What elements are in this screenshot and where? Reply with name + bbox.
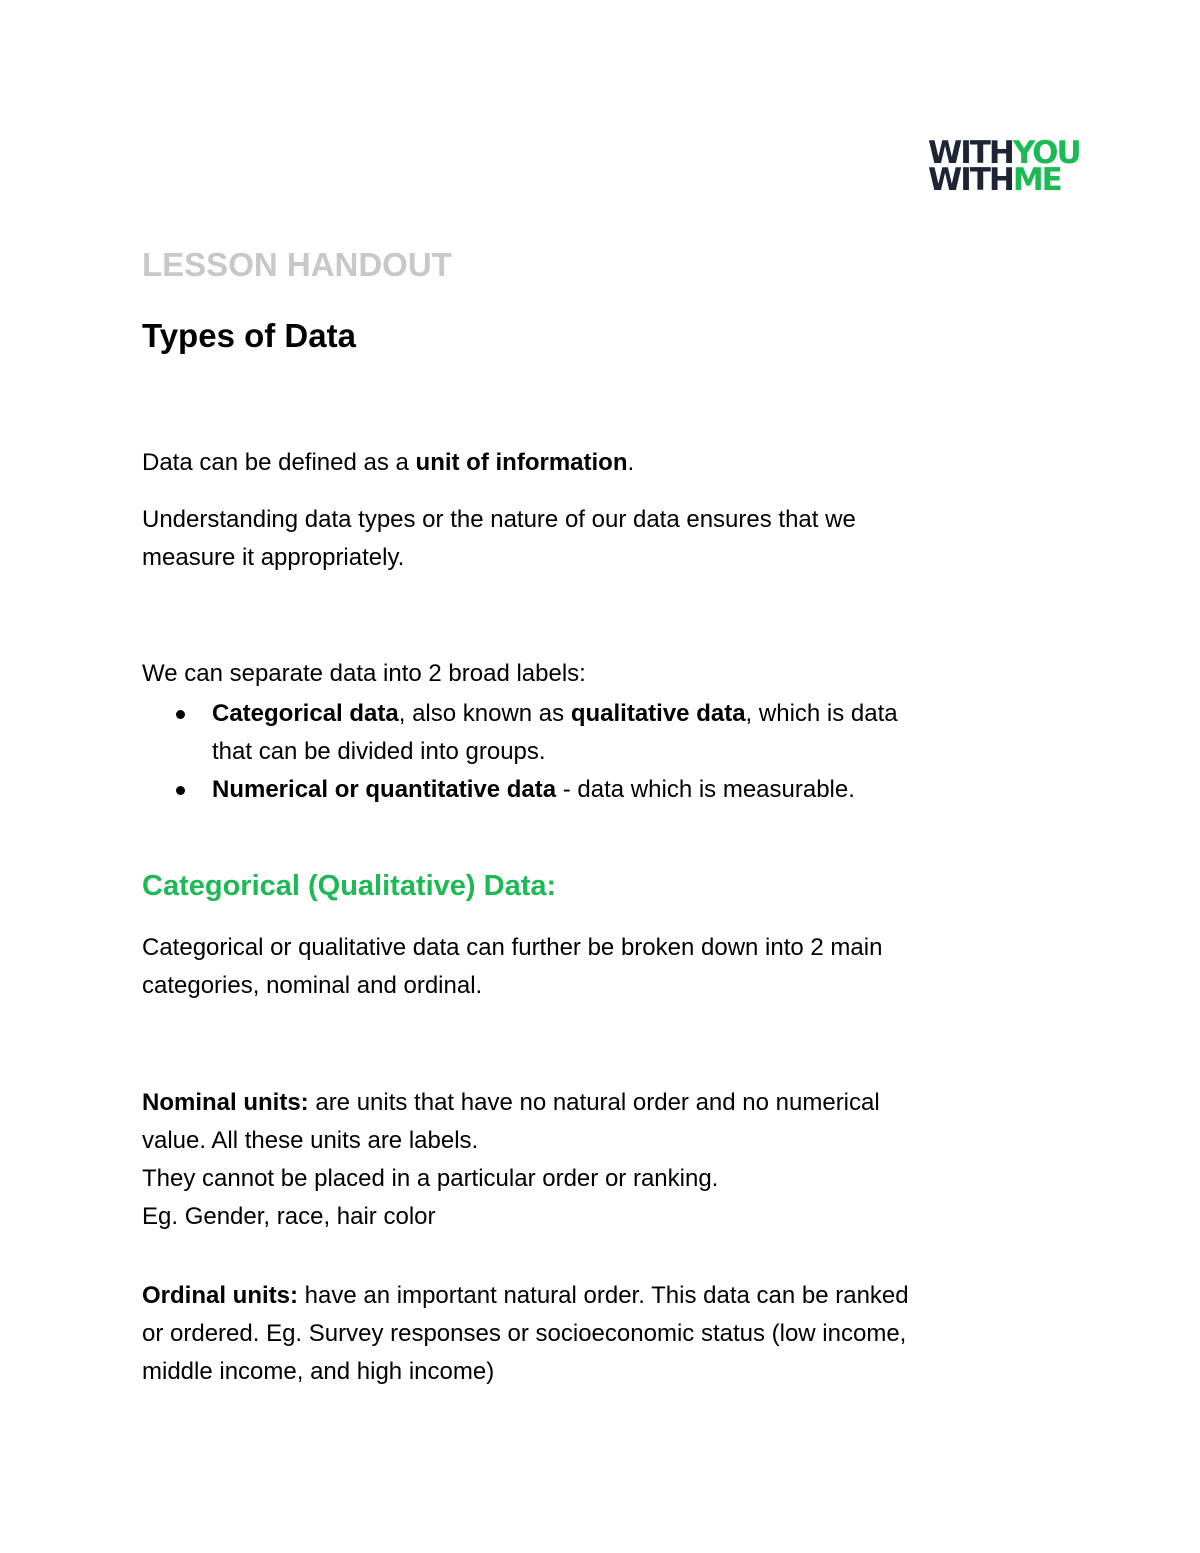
list-item-text: , also known as: [398, 700, 571, 727]
list-item-line-2: that can be divided into groups.: [212, 738, 546, 765]
list-item-text: - data which is measurable.: [556, 776, 855, 803]
bullet-icon: [176, 710, 185, 719]
numerical-data-term: Numerical or quantitative data: [212, 776, 557, 803]
withyouwithme-logo: [928, 135, 1080, 198]
qualitative-data-term: qualitative data: [570, 700, 746, 727]
nominal-units-label: Nominal units:: [142, 1089, 309, 1116]
categorical-body-line-1: Categorical or qualitative data can further be broken down into 2 main: [142, 934, 883, 961]
logo-me: ME: [1012, 162, 1061, 198]
ordinal-units-paragraph: [142, 1277, 1072, 1391]
section-heading-categorical: Categorical (Qualitative) Data:: [142, 870, 557, 902]
understanding-paragraph: [142, 501, 1072, 577]
data-definition: [142, 444, 1072, 482]
definition-end: .: [627, 449, 635, 476]
categorical-body-line-2: categories, nominal and ordinal.: [142, 972, 483, 999]
lesson-handout-label: LESSON HANDOUT: [142, 246, 452, 283]
logo-with-1: WITH: [928, 135, 1013, 171]
logo-line-2: [928, 162, 1080, 198]
ordinal-line-3: middle income, and high income): [142, 1358, 495, 1385]
bullet-icon: [176, 786, 185, 795]
categorical-body: [142, 929, 1072, 1005]
definition-bold: unit of information: [415, 449, 628, 476]
list-item-numerical: [142, 771, 1072, 809]
understanding-line-1: Understanding data types or the nature of our data ensures that we: [142, 506, 856, 533]
ordinal-line-2: or ordered. Eg. Survey responses or socioeconomic status (low income,: [142, 1320, 907, 1347]
nominal-line-1: [142, 1084, 1072, 1122]
understanding-line-2: measure it appropriately.: [142, 544, 405, 571]
nominal-line-4: Eg. Gender, race, hair color: [142, 1203, 436, 1230]
nominal-line-2: value. All these units are labels.: [142, 1127, 479, 1154]
nominal-text: are units that have no natural order and no numerical: [308, 1089, 880, 1116]
categorical-data-term: Categorical data: [212, 700, 399, 727]
list-item-text: , which is data: [745, 700, 898, 727]
ordinal-text: have an important natural order. This data can be ranked: [298, 1282, 909, 1309]
ordinal-line-1: [142, 1277, 1072, 1315]
nominal-units-paragraph: [142, 1084, 1072, 1236]
nominal-line-3: They cannot be placed in a particular order or ranking.: [142, 1165, 719, 1192]
logo-with-2: WITH: [928, 162, 1013, 198]
ordinal-units-label: Ordinal units:: [142, 1282, 298, 1309]
list-item-categorical: [142, 695, 1072, 771]
definition-text: Data can be defined as a: [142, 449, 416, 476]
list-item-line-1: [212, 695, 1072, 733]
separate-intro: We can separate data into 2 broad labels:: [142, 660, 586, 687]
broad-labels-list: [142, 695, 1072, 809]
logo-you: YOU: [1012, 135, 1080, 171]
list-item-line-1: [212, 771, 1072, 809]
page-title: Types of Data: [142, 317, 356, 354]
